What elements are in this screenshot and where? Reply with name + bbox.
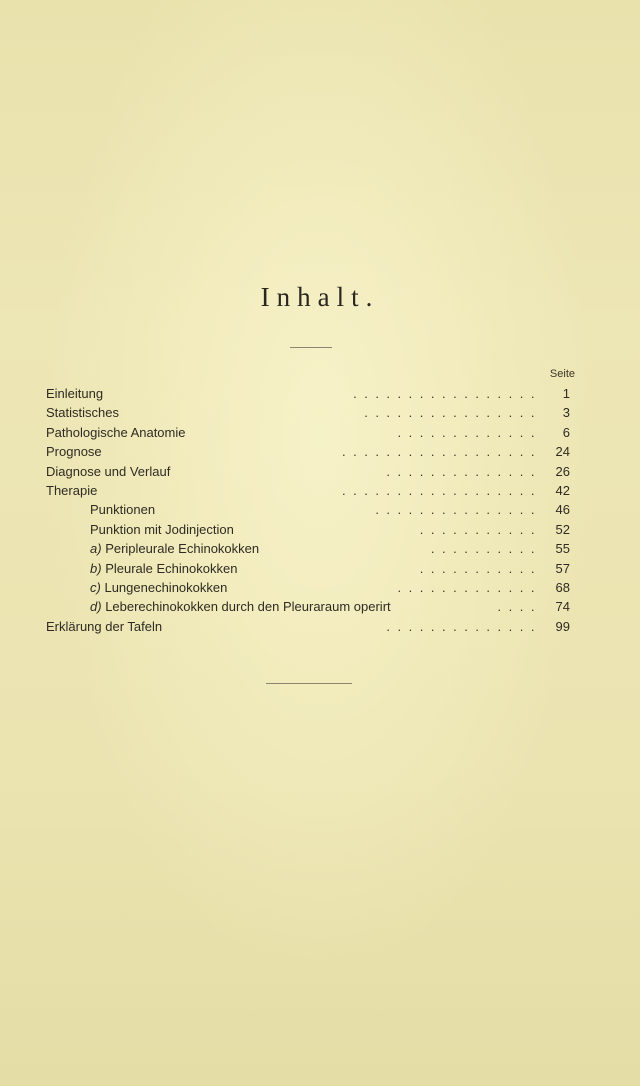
- toc-entry-label: Einleitung: [46, 386, 104, 401]
- page-title: Inhalt.: [260, 282, 380, 312]
- toc-entry-label: Diagnose und Verlauf: [46, 463, 171, 479]
- toc-leader-dots: ...........: [419, 521, 542, 537]
- toc-entry: [46, 423, 570, 442]
- toc-entry-label: Prognose: [46, 444, 102, 460]
- toc-leader-dots: ..................: [341, 444, 542, 460]
- toc-leader-dots: ...............: [375, 502, 542, 518]
- toc-entry-label: b) Pleurale Echinokokken: [90, 560, 238, 576]
- toc-leader-dots: ................: [364, 405, 542, 421]
- toc-leader-dots: ..............: [386, 463, 542, 479]
- toc-leader-dots: ..........: [430, 541, 542, 557]
- toc-leader-dots: ...........: [419, 560, 542, 576]
- toc-leader-dots: ..................: [341, 482, 542, 498]
- toc-entry-page: 1: [562, 386, 570, 401]
- toc-entry-page: 55: [555, 541, 570, 557]
- toc-entry-page: 74: [555, 599, 570, 615]
- toc-entry: [46, 559, 570, 578]
- toc-entry-label: Punktion mit Jodinjection: [90, 521, 234, 537]
- toc-entry-page: 68: [555, 579, 570, 595]
- toc-entry-page: 3: [562, 405, 570, 421]
- toc-entry-page: 6: [562, 424, 570, 440]
- toc-entry: [46, 462, 570, 481]
- toc-entry: [46, 384, 570, 403]
- toc-entry: [46, 539, 570, 558]
- toc-entry-page: 99: [555, 618, 570, 634]
- toc-entry-page: 42: [555, 482, 570, 498]
- toc-entry-label: Pathologische Anatomie: [46, 424, 186, 440]
- toc-leader-dots: ....: [497, 599, 542, 615]
- toc-entry: [46, 578, 570, 597]
- toc-leader-dots: .................: [353, 386, 542, 401]
- page-column-header: Seite: [549, 368, 575, 380]
- toc-entry-letter: a): [90, 541, 102, 557]
- toc-entry: [46, 617, 570, 636]
- toc-entry-label: Erklärung der Tafeln: [46, 618, 163, 634]
- toc-entry-page: 57: [555, 560, 570, 576]
- toc-entry-label: Punktionen: [90, 502, 156, 518]
- title-divider: [290, 347, 332, 348]
- toc-entry-letter: d): [90, 599, 102, 615]
- toc-entry-page: 46: [555, 502, 570, 518]
- toc-leader-dots: ..............: [386, 618, 542, 634]
- toc-entry-label: Therapie: [46, 482, 98, 498]
- toc-entry: [46, 403, 570, 422]
- toc-leader-dots: .............: [397, 424, 542, 440]
- toc-entry-label: a) Peripleurale Echinokokken: [90, 541, 260, 557]
- toc-entry-label: Statistisches: [46, 405, 119, 421]
- toc-entry-label: c) Lungenechinokokken: [90, 579, 228, 595]
- toc-entry-page: 24: [555, 444, 570, 460]
- closing-divider: [266, 683, 352, 684]
- toc-entry: [46, 520, 570, 539]
- toc-leader-dots: .............: [397, 579, 542, 595]
- toc-entry: [46, 597, 570, 616]
- toc-entry-letter: b): [90, 560, 102, 576]
- toc-entry-label: d) Leberechinokokken durch den Pleuraraum operirt: [90, 599, 391, 615]
- toc-entry-letter: c): [90, 579, 101, 595]
- toc-entry: [46, 500, 570, 519]
- toc-entry-page: 26: [555, 463, 570, 479]
- toc-entry: [46, 481, 570, 500]
- toc-entry-page: 52: [555, 521, 570, 537]
- toc-entry: [46, 442, 570, 461]
- table-of-contents: [46, 384, 570, 636]
